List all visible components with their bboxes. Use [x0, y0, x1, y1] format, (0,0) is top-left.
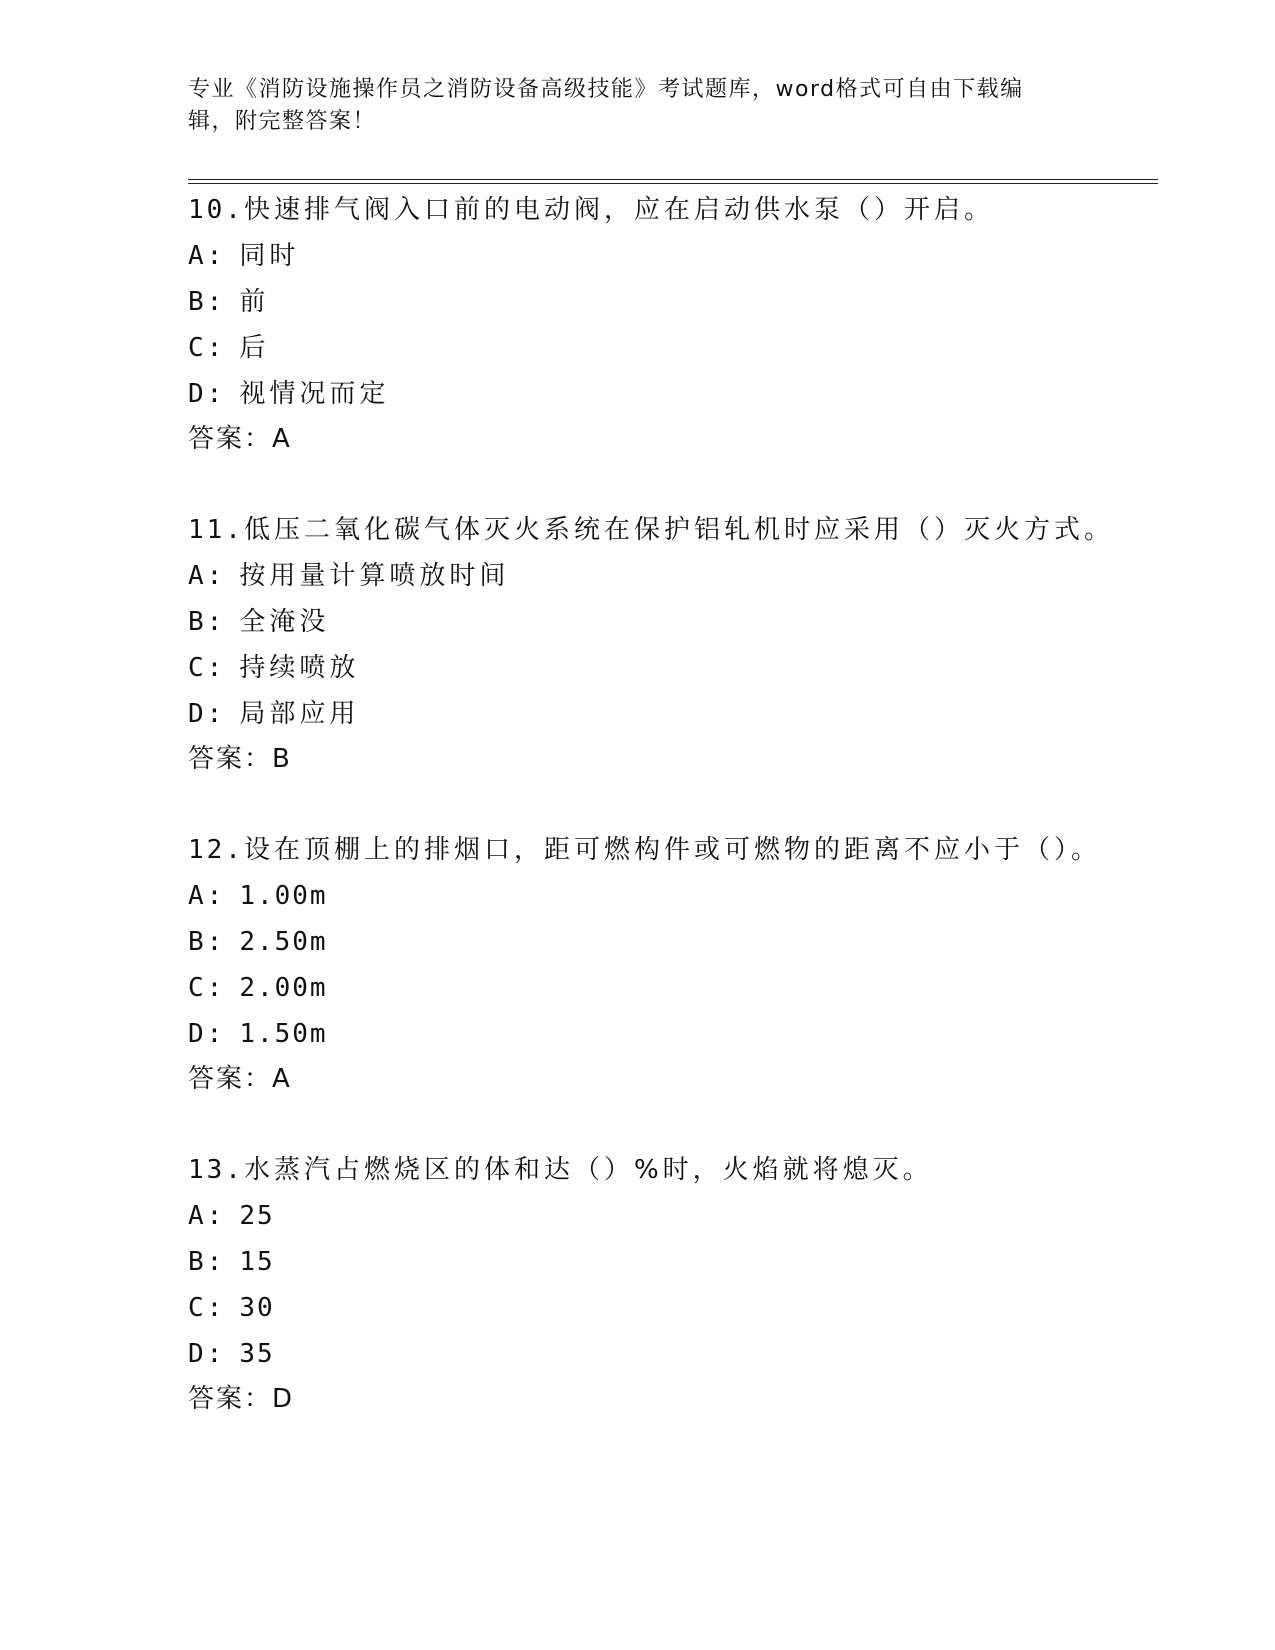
option-a [188, 1196, 275, 1236]
question-stem [188, 830, 1101, 870]
option-c [188, 968, 328, 1008]
option-text: 35 [239, 1339, 275, 1369]
question-13 [188, 1150, 1188, 1470]
option-letter: D: [188, 379, 226, 409]
option-text: 按用量计算喷放时间 [239, 561, 510, 591]
question-number: 10. [188, 195, 244, 225]
option-letter: A: [188, 561, 226, 591]
option-letter: A: [188, 241, 226, 271]
option-d [188, 374, 389, 414]
option-c [188, 1288, 275, 1328]
option-text: 视情况而定 [239, 379, 390, 409]
answer-line: 答案：A [188, 1064, 292, 1094]
answer-line: 答案：B [188, 744, 292, 774]
option-b [188, 282, 269, 322]
question-12 [188, 830, 1188, 1150]
option-text: 同时 [239, 241, 300, 271]
header-line-1: 专业《消防设施操作员之消防设备高级技能》考试题库，word格式可自由下载编 [188, 77, 1024, 102]
question-list [188, 190, 1188, 1470]
option-letter: C: [188, 653, 226, 683]
option-text: 局部应用 [239, 699, 360, 729]
option-text: 2.50m [239, 927, 328, 957]
option-letter: C: [188, 1293, 226, 1323]
question-11 [188, 510, 1188, 830]
option-text: 1.00m [239, 881, 328, 911]
option-text: 1.50m [239, 1019, 328, 1049]
option-b [188, 1242, 275, 1282]
option-text: 2.00m [239, 973, 328, 1003]
option-c [188, 648, 359, 688]
question-text: 水蒸汽占燃烧区的体和达（）%时，火焰就将熄灭。 [243, 1155, 933, 1185]
question-text: 设在顶棚上的排烟口，距可燃构件或可燃物的距离不应小于（）。 [243, 835, 1101, 865]
question-stem [188, 190, 994, 230]
question-number: 11. [188, 515, 244, 545]
question-text: 低压二氧化碳气体灭火系统在保护铝轧机时应采用（）灭火方式。 [243, 515, 1114, 545]
header-double-rule [188, 179, 1158, 184]
question-number: 13. [188, 1155, 244, 1185]
option-letter: B: [188, 287, 226, 317]
option-d [188, 694, 359, 734]
option-letter: B: [188, 1247, 226, 1277]
option-letter: D: [188, 1339, 226, 1369]
option-text: 25 [239, 1201, 275, 1231]
question-number: 12. [188, 835, 244, 865]
option-letter: A: [188, 1201, 226, 1231]
question-stem [188, 510, 1114, 550]
option-text: 后 [239, 333, 270, 363]
option-b [188, 922, 328, 962]
option-a [188, 876, 328, 916]
option-d [188, 1334, 275, 1374]
option-a [188, 236, 299, 276]
document-header [188, 74, 1068, 138]
option-text: 持续喷放 [239, 653, 360, 683]
answer-line: 答案：D [188, 1384, 295, 1414]
option-letter: C: [188, 973, 226, 1003]
option-letter: B: [188, 607, 226, 637]
header-line-2: 辑，附完整答案！ [188, 109, 377, 134]
answer-line: 答案：A [188, 424, 292, 454]
option-text: 15 [239, 1247, 275, 1277]
option-b [188, 602, 329, 642]
option-text: 30 [239, 1293, 275, 1323]
option-letter: D: [188, 699, 226, 729]
option-text: 全淹没 [239, 607, 330, 637]
option-letter: C: [188, 333, 226, 363]
option-letter: B: [188, 927, 226, 957]
option-letter: D: [188, 1019, 226, 1049]
option-c [188, 328, 269, 368]
question-text: 快速排气阀入口前的电动阀，应在启动供水泵（）开启。 [243, 195, 994, 225]
option-d [188, 1014, 328, 1054]
option-letter: A: [188, 881, 226, 911]
option-text: 前 [239, 287, 270, 317]
option-a [188, 556, 509, 596]
question-10 [188, 190, 1188, 510]
question-stem [188, 1150, 933, 1190]
